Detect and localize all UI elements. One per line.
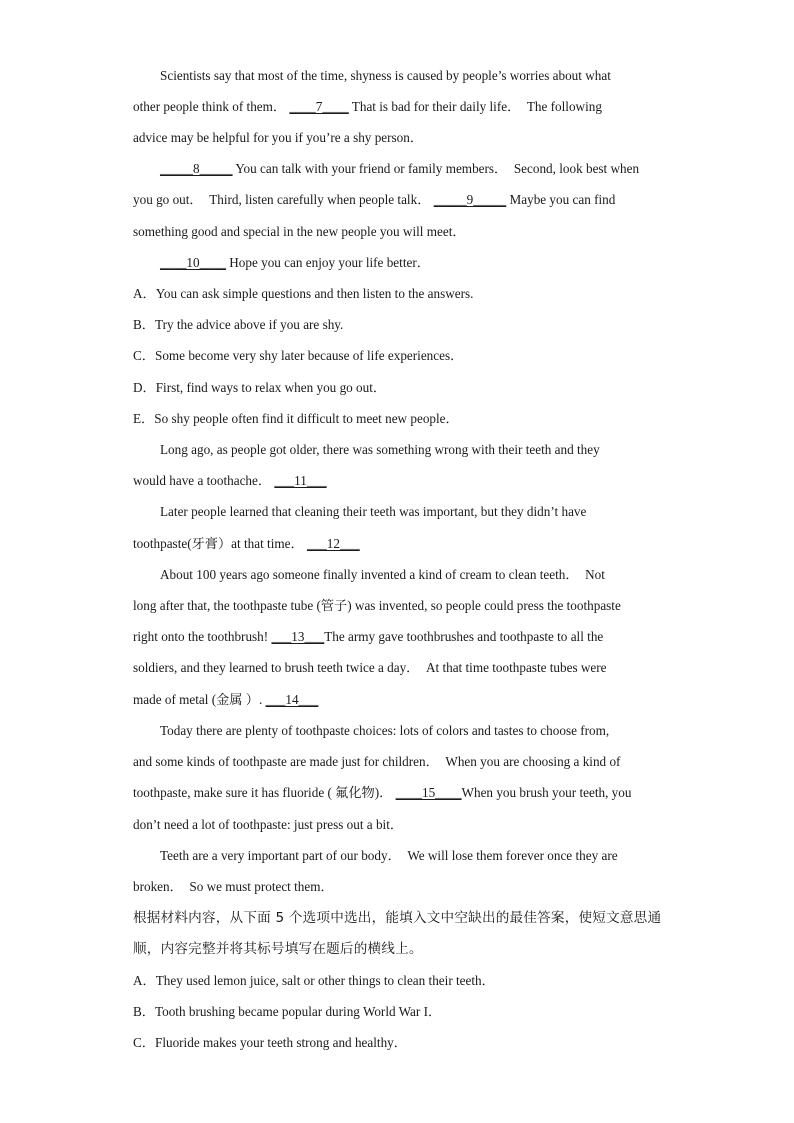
passage2-line (160, 502, 663, 522)
instruction-line (133, 908, 663, 928)
text: advice may be helpful for you if you’re a shy person． (133, 130, 424, 145)
instruction-line (133, 939, 663, 959)
text: E．So shy people often find it difficult to meet new people． (133, 411, 459, 426)
passage2-line (133, 690, 663, 710)
passage1-line (133, 128, 663, 148)
passage1-line (160, 66, 663, 86)
text: don’t need a lot of toothpaste: just press out a bit． (133, 817, 404, 832)
text: C．Fluoride makes your teeth strong and healthy． (133, 1035, 407, 1050)
text: Scientists say that most of the time, shyness is caused by people’s worries about what (160, 68, 611, 83)
option-b (133, 315, 663, 335)
passage2-line (160, 846, 663, 866)
text: toothpaste, make sure it has fluoride ( 氟化物)． (133, 785, 393, 800)
blank-14[interactable]: ___14___ (265, 692, 319, 707)
blank-8[interactable]: _____8_____ (160, 161, 233, 176)
passage2-line (160, 721, 663, 741)
blank-7[interactable]: ____7____ (289, 99, 349, 114)
passage2-line (133, 596, 663, 616)
option-a (133, 284, 663, 304)
blank-9[interactable]: _____9_____ (433, 192, 507, 207)
passage1-line (133, 190, 663, 210)
text: Later people learned that cleaning their teeth was important, but they didn’t have (160, 504, 587, 519)
text: B．Try the advice above if you are shy. (133, 317, 344, 332)
option-c (133, 346, 663, 366)
text: A．You can ask simple questions and then listen to the answers. (133, 286, 474, 301)
passage2-line (133, 534, 663, 554)
text: toothpaste(牙膏）at that time． (133, 536, 304, 551)
text: That is bad for their daily life． The following (351, 99, 602, 114)
passage2-line (160, 440, 663, 460)
text: Teeth are a very important part of our body． We will lose them forever once they are (160, 848, 618, 863)
option-c (133, 1033, 663, 1053)
text: Long ago, as people got older, there was something wrong with their teeth and they (160, 442, 600, 457)
option-d (133, 378, 663, 398)
passage2-line (133, 783, 663, 803)
option-a (133, 971, 663, 991)
text: long after that, the toothpaste tube (管子) was invented, so people could press the toothpaste (133, 598, 621, 613)
option-b (133, 1002, 663, 1022)
text: About 100 years ago someone finally invented a kind of cream to clean teeth． Not (160, 567, 605, 582)
blank-15[interactable]: ____15____ (395, 785, 462, 800)
text: you go out． Third, listen carefully when people talk． (133, 192, 431, 207)
text: Maybe you can find (509, 192, 616, 207)
text: You can talk with your friend or family members． Second, look best when (235, 161, 640, 176)
text: Hope you can enjoy your life better． (229, 255, 430, 270)
passage2-line (133, 658, 663, 678)
passage1-line (133, 222, 663, 242)
text: other people think of them． (133, 99, 287, 114)
passage2-line (133, 627, 663, 647)
passage2-line (133, 471, 663, 491)
text: made of metal (金属 ）. (133, 692, 263, 707)
text: The army gave toothbrushes and toothpaste to all the (324, 629, 604, 644)
text: Today there are plenty of toothpaste choices: lots of colors and tastes to choose from, (160, 723, 610, 738)
text: and some kinds of toothpaste are made just for children． When you are choosing a kind of (133, 754, 621, 769)
text: soldiers, and they learned to brush teeth twice a day． At that time toothpaste tubes were (133, 660, 607, 675)
option-e (133, 409, 663, 429)
passage1-line (133, 97, 663, 117)
passage2-line (133, 815, 663, 835)
text: When you brush your teeth, you (461, 785, 632, 800)
text: something good and special in the new people you will meet． (133, 224, 466, 239)
text: C．Some become very shy later because of life experiences． (133, 348, 464, 363)
passage1-line (160, 253, 663, 273)
blank-12[interactable]: ___12___ (306, 536, 360, 551)
passage2-line (133, 752, 663, 772)
text: 顺，内容完整并将其标号填写在题后的横线上。 (133, 941, 423, 957)
passage1-line (160, 159, 663, 179)
text: D．First, find ways to relax when you go out． (133, 380, 387, 395)
blank-10[interactable]: ____10____ (160, 255, 226, 270)
text: would have a toothache． (133, 473, 272, 488)
passage2-line (133, 877, 663, 897)
blank-13[interactable]: ___13___ (271, 629, 325, 644)
text: broken． So we must protect them． (133, 879, 334, 894)
text: B．Tooth brushing became popular during World War I． (133, 1004, 442, 1019)
text: A．They used lemon juice, salt or other things to clean their teeth． (133, 973, 495, 988)
blank-11[interactable]: ___11___ (274, 473, 327, 488)
text: right onto the toothbrush! (133, 629, 272, 644)
passage2-line (160, 565, 663, 585)
text: 根据材料内容，从下面 5 个选项中选出，能填入文中空缺出的最佳答案，使短文意思通 (133, 910, 662, 926)
